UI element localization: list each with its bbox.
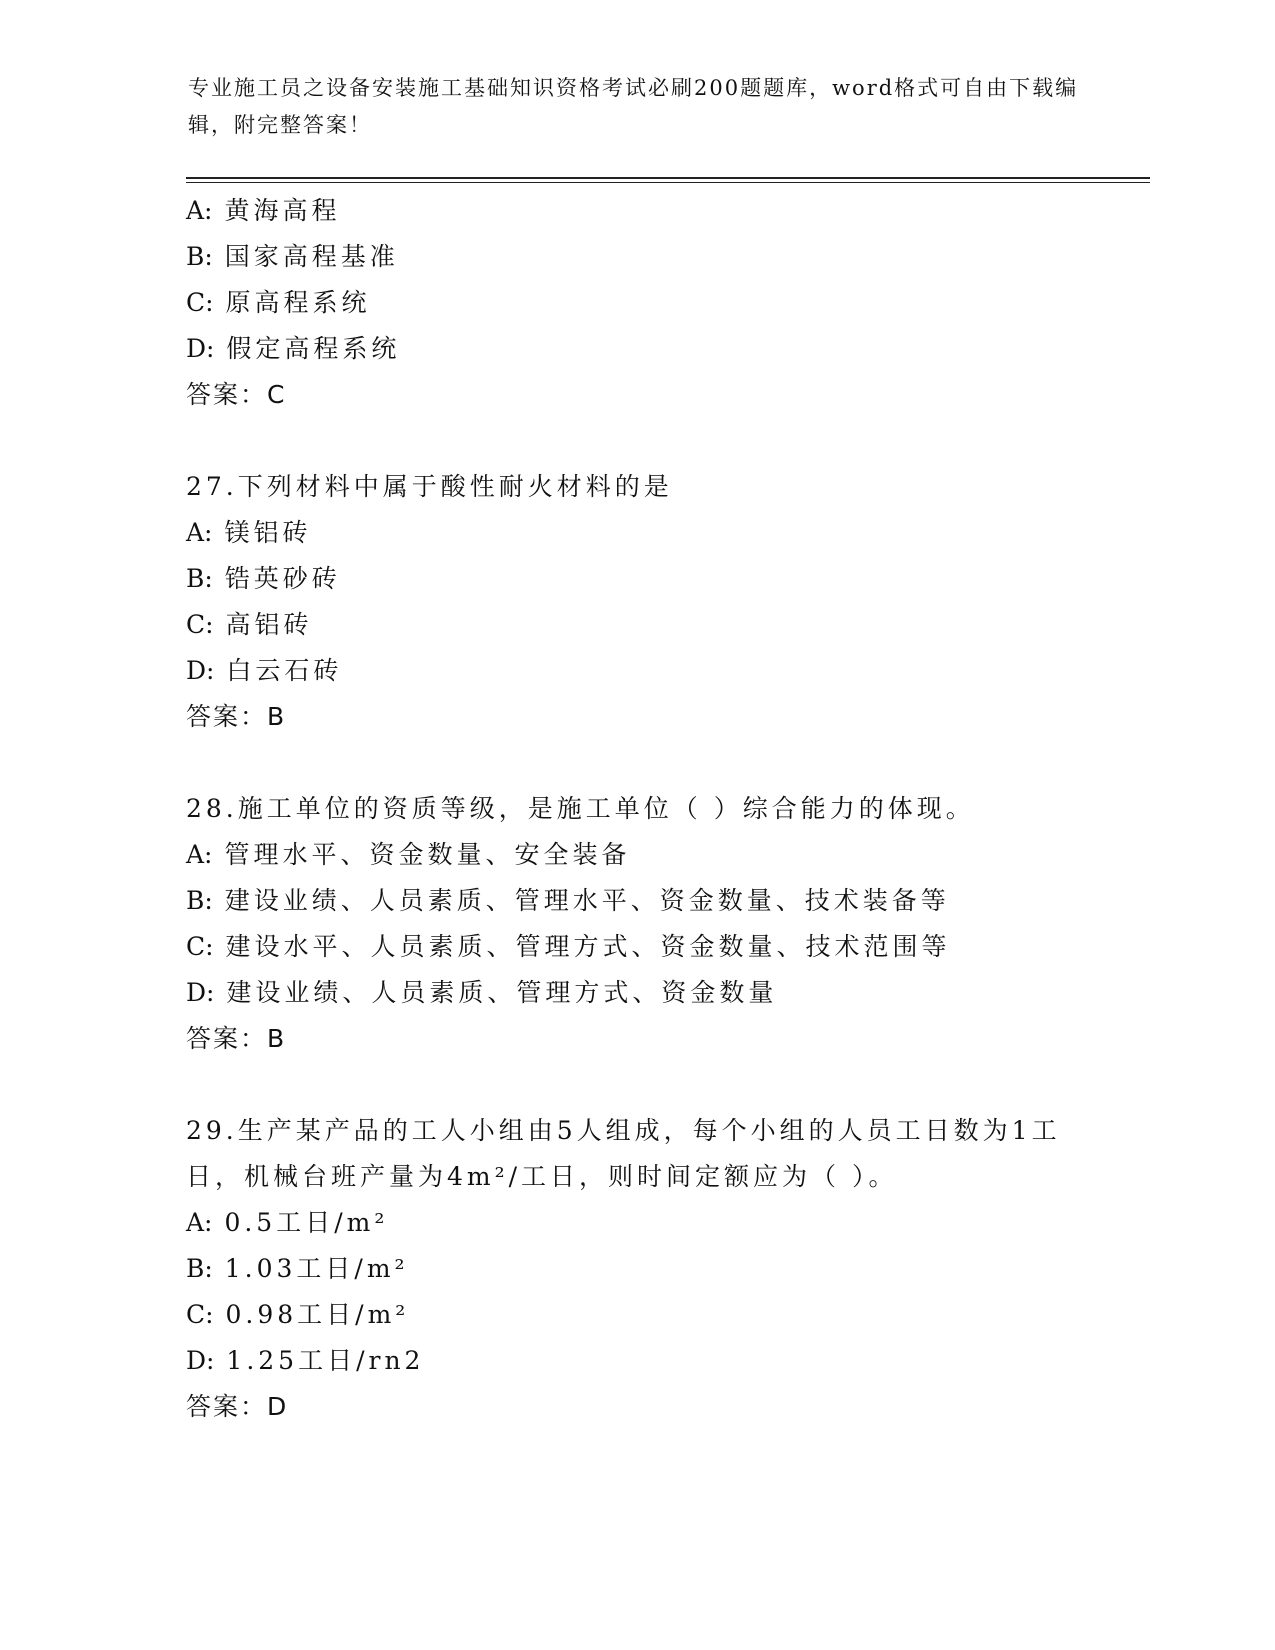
option-c: C: 高铝砖 [186, 610, 313, 639]
option-d: D: 假定高程系统 [186, 334, 401, 363]
option-a: A: 黄海高程 [186, 196, 341, 225]
answer-line: 答案：B [186, 702, 287, 731]
answer-line: 答案：B [186, 1024, 287, 1053]
option-b: B: 建设业绩、人员素质、管理水平、资金数量、技术装备等 [186, 886, 950, 915]
option-c: C: 原高程系统 [186, 288, 371, 317]
option-d: D: 白云石砖 [186, 656, 343, 685]
answer-line: 答案：C [186, 380, 287, 409]
question-stem: 29.生产某产品的工人小组由5人组成，每个小组的人员工日数为1工日，机械台班产量为4m²/工日，则时间定额应为（ ）。 [186, 1116, 1061, 1191]
option-d: D: 建设业绩、人员素质、管理方式、资金数量 [186, 978, 778, 1007]
option-a: A: 镁铝砖 [186, 518, 312, 547]
option-d: D: 1.25工日/rn2 [186, 1346, 425, 1375]
question-stem: 28.施工单位的资质等级，是施工单位（ ）综合能力的体现。 [186, 794, 975, 823]
question-stem: 27.下列材料中属于酸性耐火材料的是 [186, 472, 673, 501]
option-b: B: 锆英砂砖 [186, 564, 341, 593]
option-a: A: 管理水平、资金数量、安全装备 [186, 840, 631, 869]
option-c: C: 0.98工日/m² [186, 1300, 410, 1329]
option-c: C: 建设水平、人员素质、管理方式、资金数量、技术范围等 [186, 932, 951, 961]
question-block-28 [186, 786, 1146, 1062]
header-divider-thick [186, 177, 1150, 179]
question-block-29 [186, 1108, 1146, 1430]
answer-line: 答案：D [186, 1392, 289, 1421]
question-list [186, 188, 1146, 1430]
document-header: 专业施工员之设备安装施工基础知识资格考试必刷200题题库，word格式可自由下载编辑，附完整答案！ [188, 76, 1079, 137]
question-block-27 [186, 464, 1146, 740]
question-block-partial [186, 188, 1146, 418]
option-a: A: 0.5工日/m² [186, 1208, 389, 1237]
option-b: B: 1.03工日/m² [186, 1254, 409, 1283]
header-divider-thin [186, 182, 1150, 183]
option-b: B: 国家高程基准 [186, 242, 399, 271]
